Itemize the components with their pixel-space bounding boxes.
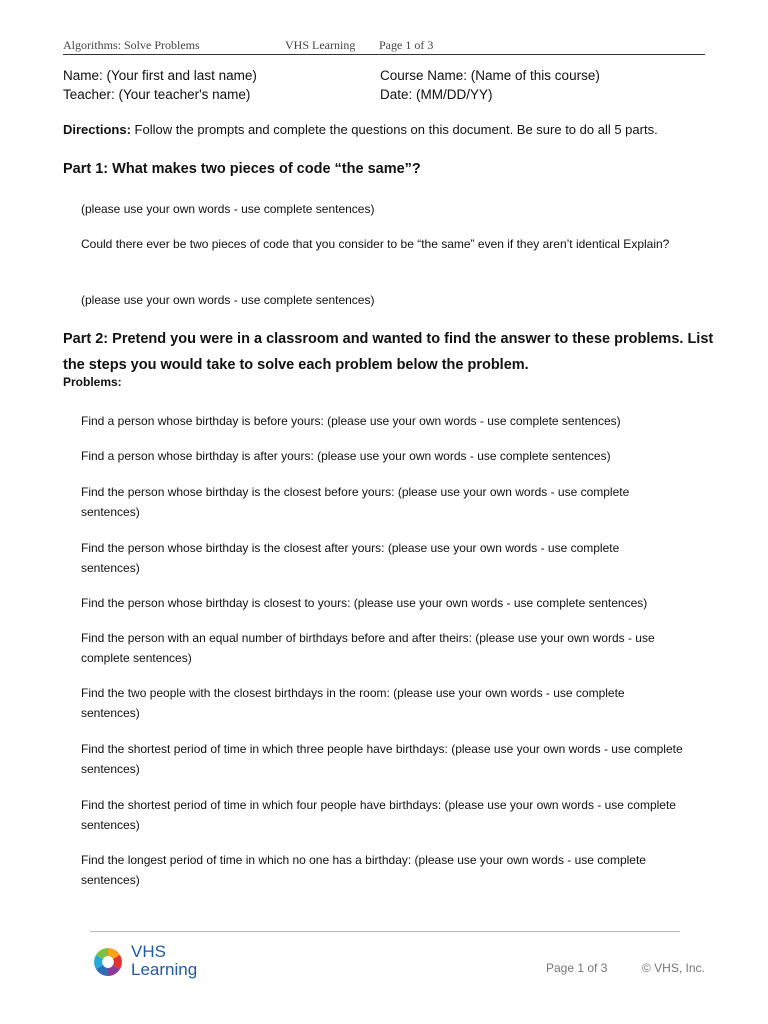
header-org: VHS Learning <box>285 38 356 52</box>
header-doc-title: Algorithms: Solve Problems <box>63 38 200 52</box>
problem-item[interactable]: Find a person whose birthday is before yours: (please use your own words - use complete sentences) <box>81 414 621 428</box>
header-page-number: Page 1 of 3 <box>379 38 434 52</box>
problem-item[interactable]: Find the person whose birthday is the closest after yours: (please use your own words - use complete sentences) <box>81 541 620 575</box>
vhs-learning-logo <box>90 942 220 982</box>
problem-item[interactable]: Find the person whose birthday is the closest before yours: (please use your own words - use complete sentences) <box>81 485 630 519</box>
course-field[interactable]: Course Name: (Name of this course) <box>380 68 600 83</box>
directions-label: Directions: <box>63 122 131 137</box>
problems-label: Problems: <box>63 375 122 389</box>
footer-copyright: © VHS, Inc. <box>642 961 705 975</box>
part2-heading: Part 2: Pretend you were in a classroom and wanted to find the answer to these problems. List the steps you would take to solve each problem below the problem. <box>63 331 714 373</box>
logo-line-2: Learning <box>131 960 198 979</box>
footer-divider <box>90 931 680 932</box>
part1-heading: Part 1: What makes two pieces of code “the same”? <box>63 161 421 177</box>
teacher-field[interactable]: Teacher: (Your teacher's name) <box>63 87 251 102</box>
course-info <box>380 66 600 104</box>
running-header <box>63 37 705 55</box>
part1-answer-prompt-2[interactable]: (please use your own words - use complete sentences) <box>81 293 375 307</box>
problem-item[interactable]: Find the longest period of time in which no one has a birthday: (please use your own words - use complete sentences) <box>81 853 646 887</box>
problem-item[interactable]: Find the shortest period of time in which three people have birthdays: (please use your own words - use complete sentences) <box>81 742 683 776</box>
directions-text: Follow the prompts and complete the questions on this document. Be sure to do all 5 parts. <box>130 122 658 137</box>
student-info <box>63 66 257 104</box>
problem-item[interactable]: Find a person whose birthday is after yours: (please use your own words - use complete sentences) <box>81 449 611 463</box>
problem-item[interactable]: Find the shortest period of time in which four people have birthdays: (please use your own words - use complete sentences) <box>81 798 676 832</box>
date-field[interactable]: Date: (MM/DD/YY) <box>380 87 493 102</box>
part1-question: Could there ever be two pieces of code that you consider to be “the same” even if they aren’t identical Explain? <box>81 237 670 251</box>
part1-answer-prompt-1[interactable]: (please use your own words - use complete sentences) <box>81 202 375 216</box>
logo-wordmark <box>131 943 197 979</box>
vhs-logo-icon <box>90 944 126 980</box>
directions <box>63 122 658 137</box>
problem-item[interactable]: Find the two people with the closest birthdays in the room: (please use your own words - use complete sentences) <box>81 686 625 720</box>
problem-item[interactable]: Find the person with an equal number of birthdays before and after theirs: (please use your own words - use complete sentences) <box>81 631 655 665</box>
footer-page-number: Page 1 of 3 <box>546 961 608 975</box>
problem-item[interactable]: Find the person whose birthday is closest to yours: (please use your own words - use complete sentences) <box>81 596 648 610</box>
logo-line-1: VHS <box>131 942 166 961</box>
name-field[interactable]: Name: (Your first and last name) <box>63 68 257 83</box>
